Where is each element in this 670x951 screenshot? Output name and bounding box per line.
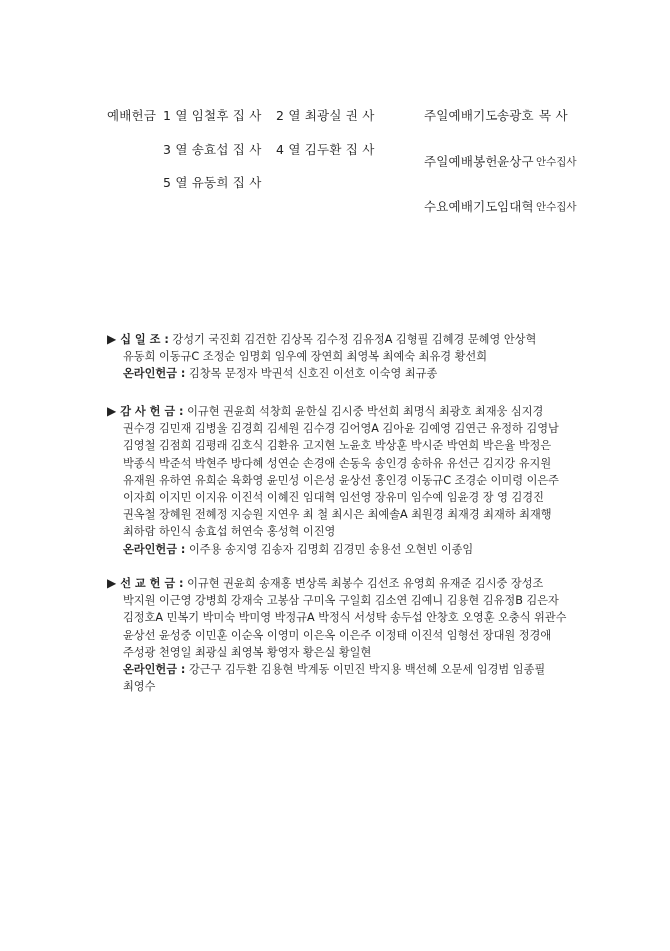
wednesday-prayer-name: 임대혁 bbox=[497, 199, 534, 214]
thanks-names-line: 이규현 권윤희 석창희 윤한실 김시중 박선희 최명식 최광호 최재웅 심지경 bbox=[187, 405, 544, 418]
sunday-prayer-label: 주일예배기도 bbox=[424, 108, 498, 123]
mission-first-line bbox=[107, 575, 577, 592]
thanks-names-line: 박종식 박준석 박현주 방다혜 성연순 손경애 손동욱 송인경 송하유 유선근 김지강 유지원 bbox=[123, 456, 552, 470]
thanks-online-header: 온라인헌금 : bbox=[123, 542, 186, 556]
thanks-names-line: 유재원 유하연 유희순 육화영 윤민성 이은성 윤상선 홍인경 이동규C 조경순 이미령 이은주 bbox=[123, 473, 559, 487]
tithe-online-names: 김창목 문정자 박권석 신호진 이선호 이숙영 최규종 bbox=[188, 367, 438, 381]
thanks-online-names: 이주용 송지영 김송자 김명회 김경민 송용선 오현빈 이종임 bbox=[188, 542, 474, 556]
thanks-first-line bbox=[107, 403, 577, 420]
thanks-header: 감 사 헌 금 : bbox=[120, 405, 184, 418]
triangle-right-icon: ▶ bbox=[107, 332, 117, 346]
mission-names-line: 이규현 권윤희 송재홍 변상록 최봉수 김선조 유영희 유재준 김시중 장성조 bbox=[187, 577, 544, 590]
mission-section bbox=[107, 575, 577, 695]
mission-online-header: 온라인헌금 : bbox=[123, 663, 186, 677]
thanks-names-line: 최하람 하인식 송효섭 허연숙 홍성혁 이진영 bbox=[123, 525, 336, 539]
tithe-section bbox=[107, 331, 577, 383]
offering-row2-col1: 3 열 송효섭 집 사 bbox=[163, 142, 262, 157]
tithe-header: 십 일 조 : bbox=[120, 333, 169, 346]
mission-online-names: 강근구 김두환 김용현 박계동 이민진 박지용 백선혜 오문세 임경범 임종필 bbox=[188, 663, 546, 677]
thanks-names-line: 이자희 이지민 이지유 이진석 이혜진 임대혁 임선영 장유미 임수예 임윤경 장 영 김경진 bbox=[123, 491, 544, 505]
thanks-section bbox=[107, 403, 577, 558]
offering-row3-col1: 5 열 유동희 집 사 bbox=[163, 175, 262, 190]
mission-names-line: 김정호A 민복기 박미숙 박미영 박정규A 박정식 서성탁 송두섭 안창호 오영훈 오충식 위관수 bbox=[123, 611, 567, 625]
sunday-offertory-title: 안수집사 bbox=[536, 156, 577, 168]
triangle-right-icon: ▶ bbox=[107, 404, 117, 418]
tithe-online-header: 온라인헌금 : bbox=[123, 367, 186, 381]
offering-row1-col1: 1 열 임철후 집 사 bbox=[163, 108, 262, 123]
offering-row1-col2: 2 열 최광실 권 사 bbox=[276, 108, 375, 123]
thanks-names-line: 권옥철 장혜원 전혜정 지승원 지연우 최 철 최시은 최예솔A 최원경 최재경 최재하 최재행 bbox=[123, 508, 552, 522]
wednesday-prayer-label: 수요예배기도 bbox=[424, 199, 498, 214]
offering-row2-col2: 4 열 김두환 집 사 bbox=[276, 142, 375, 157]
mission-names-line: 윤상선 윤성중 이민훈 이순옥 이영미 이은옥 이은주 이정태 이진석 임형선 장대원 정경애 bbox=[123, 628, 552, 642]
triangle-right-icon: ▶ bbox=[107, 576, 117, 590]
mission-online-names: 최영수 bbox=[123, 680, 156, 694]
sunday-offertory-label: 주일예배봉헌 bbox=[424, 154, 498, 169]
wednesday-prayer-title: 안수집사 bbox=[536, 201, 577, 213]
thanks-names-line: 김영철 김점희 김평래 김호식 김환유 고지현 노윤호 박상훈 박시준 박연희 박은율 박정은 bbox=[123, 439, 552, 453]
sunday-prayer-title: 목 사 bbox=[539, 108, 568, 123]
tithe-online-line bbox=[107, 365, 577, 382]
thanks-online-line bbox=[107, 541, 577, 558]
offering-label: 예배헌금 bbox=[107, 108, 157, 123]
mission-names-line: 박지원 이근영 강병희 강재숙 고봉삼 구미옥 구일회 김소연 김예니 김용현 김유정B 김은자 bbox=[123, 594, 559, 608]
thanks-names-line: 권수경 김민재 김병울 김경희 김세원 김수경 김어영A 김아윤 김예영 김연근 유정하 김영남 bbox=[123, 422, 559, 436]
tithe-names-line: 유동희 이동규C 조정순 임명회 임우예 장연희 최영복 최예숙 최유경 황선희 bbox=[123, 350, 488, 364]
mission-names-line: 주성광 천영일 최광실 최영복 황영자 황은실 황일현 bbox=[123, 645, 372, 659]
tithe-names-line: 강성기 국진회 김건한 김상목 김수정 김유정A 김형필 김혜경 문혜영 안상혁 bbox=[172, 333, 537, 346]
sunday-offertory-name: 윤상구 bbox=[497, 154, 534, 169]
tithe-first-line bbox=[107, 331, 577, 348]
sunday-prayer-name: 송광호 bbox=[497, 108, 534, 123]
mission-online-line bbox=[107, 661, 577, 678]
mission-header: 선 교 헌 금 : bbox=[120, 577, 184, 590]
